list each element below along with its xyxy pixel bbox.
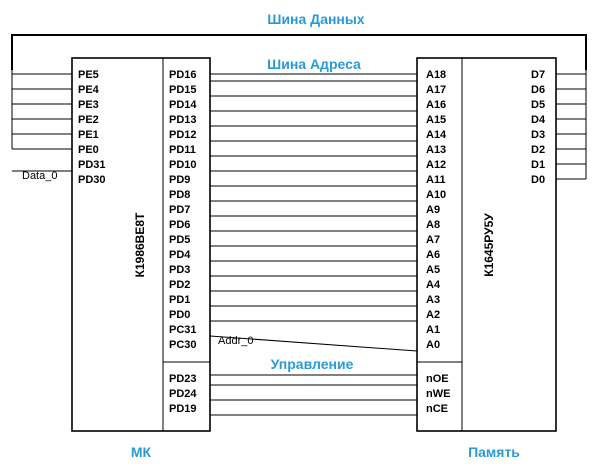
memory-addr-pin-label: A17	[426, 84, 447, 96]
mcu-addr-pin-label: PD10	[169, 159, 197, 171]
memory-data-pin-label: D7	[531, 69, 546, 81]
addr0-signal-label: Addr_0	[218, 335, 254, 347]
mcu-addr-pin-label: PD1	[169, 294, 191, 306]
mcu-data-pin-label: PE4	[78, 84, 99, 96]
mcu-data-pin-label: PE2	[78, 114, 99, 126]
memory-addr-pin-label: A5	[426, 264, 441, 276]
memory-addr-pin-label: A11	[426, 174, 446, 186]
memory-data-pin-label: D3	[531, 129, 546, 141]
memory-data-pin-label: D0	[531, 174, 546, 186]
mcu-ctrl-pin-label: PD24	[169, 388, 197, 400]
data-bus-label: Шина Данных	[267, 11, 365, 27]
mcu-addr-pin-label: PD7	[169, 204, 191, 216]
mcu-addr-pin-label: PD13	[169, 114, 197, 126]
memory-addr-pin-label: A15	[426, 114, 447, 126]
memory-addr-pin-label: A12	[426, 159, 447, 171]
memory-addr-pin-label: A14	[426, 129, 447, 141]
memory-addr-pin-label: A9	[426, 204, 441, 216]
memory-data-pin-label: D2	[531, 144, 546, 156]
mcu-ctrl-pin-label: PD19	[169, 403, 197, 415]
memory-data-pin-label: D5	[531, 99, 546, 111]
memory-addr-pin-label: A4	[426, 279, 441, 291]
memory-ctrl-pin-label: nWE	[426, 388, 451, 400]
mcu-addr-pin-label: PD5	[169, 234, 191, 246]
memory-caption: Память	[468, 444, 520, 460]
memory-chip-name: К1645РУ5У	[482, 213, 496, 277]
memory-addr-pin-label: A0	[426, 339, 441, 351]
mcu-data-pin-label: PD30	[78, 174, 106, 186]
memory-addr-pin-label: A13	[426, 144, 447, 156]
mcu-addr-pin-label: PD11	[169, 144, 196, 156]
mcu-addr-pin-label: PD16	[169, 69, 197, 81]
mcu-data-pin-label: PE5	[78, 69, 99, 81]
data0-signal-label: Data_0	[22, 170, 58, 182]
mcu-addr-pin-label: PD8	[169, 189, 191, 201]
memory-ctrl-pin-label: nOE	[426, 373, 449, 385]
memory-data-pin-label: D1	[531, 159, 546, 171]
mcu-addr-pin-label: PD3	[169, 264, 191, 276]
memory-data-pin-label: D6	[531, 84, 546, 96]
memory-addr-pin-label: A6	[426, 249, 441, 261]
mcu-ctrl-pin-label: PD23	[169, 373, 197, 385]
memory-addr-pin-label: A1	[426, 324, 441, 336]
memory-data-pin-label: D4	[531, 114, 546, 126]
mcu-addr-pin-label: PD0	[169, 309, 191, 321]
mcu-addr-pin-label: PD6	[169, 219, 191, 231]
memory-addr-pin-label: A7	[426, 234, 441, 246]
mcu-addr-pin-label: PD12	[169, 129, 197, 141]
mcu-addr-pin-label: PC31	[169, 324, 197, 336]
memory-addr-pin-label: A3	[426, 294, 441, 306]
mcu-addr-pin-label: PD2	[169, 279, 191, 291]
memory-addr-pin-label: A16	[426, 99, 447, 111]
mcu-addr-pin-label: PD4	[169, 249, 191, 261]
memory-addr-pin-label: A2	[426, 309, 441, 321]
mcu-chip-name: К1986ВЕ8Т	[133, 212, 147, 278]
mcu-data-pin-label: PE3	[78, 99, 99, 111]
mcu-data-pin-label: PE1	[78, 129, 99, 141]
mcu-addr-pin-label: PC30	[169, 339, 197, 351]
control-label: Управление	[270, 356, 354, 372]
memory-addr-pin-label: A10	[426, 189, 447, 201]
address-bus-label: Шина Адреса	[267, 56, 361, 72]
memory-addr-pin-label: A18	[426, 69, 447, 81]
mcu-addr-pin-label: PD14	[169, 99, 197, 111]
mcu-addr-pin-label: PD9	[169, 174, 191, 186]
memory-ctrl-pin-label: nCE	[426, 403, 448, 415]
mcu-caption: МК	[130, 444, 152, 460]
mcu-data-pin-label: PE0	[78, 144, 99, 156]
memory-addr-pin-label: A8	[426, 219, 441, 231]
mcu-addr-pin-label: PD15	[169, 84, 197, 96]
mcu-data-pin-label: PD31	[78, 159, 106, 171]
